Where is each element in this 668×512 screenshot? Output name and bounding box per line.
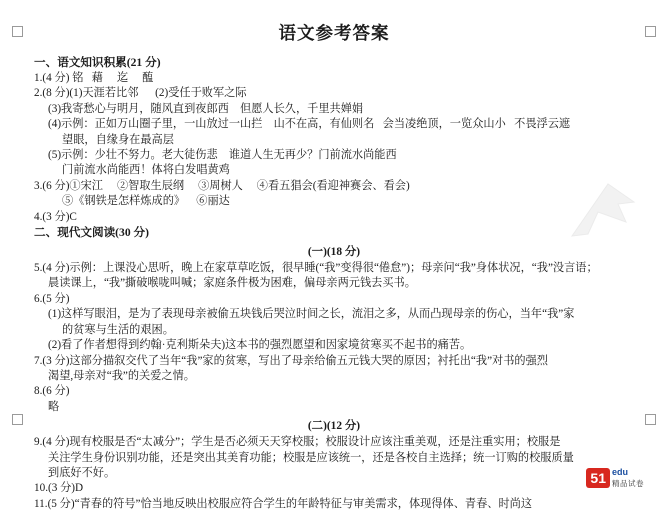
answer-line: 晨读课上，“我”撕破喉咙叫喊；家庭条件极为困难，偏母亲两元钱去买书。 bbox=[48, 277, 416, 290]
answer-line: 1.(4 分) 铭 藉 迄 醢 bbox=[34, 72, 154, 84]
section-heading-2: 二、现代文阅读(30 分) bbox=[34, 226, 149, 240]
answer-line: 2.(8 分)(1)天涯若比邻 (2)受任于败军之际 bbox=[34, 87, 247, 100]
answer-line: 11.(5 分)“青春的符号”恰当地反映出校服应符合学生的年龄特征与审美需求，体现得体、青春、时尚这 bbox=[34, 497, 533, 510]
answer-line: 9.(4 分)现有校服是否“太减分”；学生是否必须天天穿校服；校服设计应该注重美观，还是注重实用；校服是 bbox=[34, 436, 561, 449]
answer-line: 渴望,母亲对“我”的关爱之情。 bbox=[48, 369, 195, 382]
answer-line: (4)示例：正如万山圈子里，一山放过一山拦 山不在高，有仙则名 会当凌绝顶，一览众山小 不畏浮云遮 bbox=[48, 118, 571, 131]
site-logo bbox=[586, 467, 644, 489]
crop-mark-icon-top-right bbox=[645, 26, 656, 37]
answer-line: (5)示例：少壮不努力。老大徒伤悲 谁道人生无再少？门前流水尚能西 bbox=[48, 149, 397, 162]
answer-line: 10.(3 分)D bbox=[34, 482, 84, 495]
answer-line: 到底好不好。 bbox=[48, 466, 116, 479]
logo-tail-sub: 精品试卷 bbox=[612, 479, 644, 488]
logo-tail bbox=[612, 467, 644, 489]
answer-line: 4.(3 分)C bbox=[34, 210, 77, 223]
subsection-label-2: (二)(12 分) bbox=[307, 420, 361, 433]
answer-line: 5.(4 分)示例：上课没心思听，晚上在家草草吃饭，很早睡(“我”变得很“倦怠”)；母亲问“我”身体状况，“我”没言语； bbox=[34, 262, 598, 275]
answer-line: 3.(6 分)①宋江 ②智取生辰纲 ③周树人 ④看五猖会(看迎神赛会、看会) bbox=[34, 179, 410, 192]
answer-line: (1)这样写眼泪，是为了表现母亲被偷五块钱后哭泣时间之长，流泪之多，从而凸现母亲的伤心，当年“我”家 bbox=[48, 308, 575, 321]
logo-badge: 51 bbox=[586, 468, 610, 488]
crop-mark-icon-bottom-right bbox=[645, 414, 656, 425]
answer-line: (2)看了作者想得到约翰·克利斯朵夫)这本书的强烈愿望和因家境贫寒买不起书的痛苦。 bbox=[48, 339, 472, 352]
answer-line: 8.(6 分) bbox=[34, 385, 70, 398]
answer-line: 略 bbox=[48, 400, 60, 413]
answer-line: 门前流水尚能西！体将白发唱黄鸡 bbox=[62, 164, 230, 177]
subsection-label-1: (一)(18 分) bbox=[307, 246, 361, 259]
section-heading-1: 一、语文知识积累(21 分) bbox=[34, 56, 161, 69]
logo-tail-text: edu bbox=[612, 467, 629, 477]
page-title: 语文参考答案 bbox=[278, 23, 390, 43]
crop-mark-icon-top-left bbox=[12, 26, 23, 37]
answer-line: ⑤《钢铁是怎样炼成的》 ⑥丽达 bbox=[62, 195, 230, 208]
answer-line: 7.(3 分)这部分描叙交代了当年“我”家的贫寒，写出了母亲给偷五元钱大哭的原因；衬托出“我”对书的强烈 bbox=[34, 354, 548, 367]
answer-line: (3)我寄愁心与明月，随风直到夜郎西 但愿人长久，千里共婵娟 bbox=[48, 102, 364, 115]
answer-line: 的贫寒与生活的艰困。 bbox=[62, 323, 174, 336]
crop-mark-icon-bottom-left bbox=[12, 414, 23, 425]
answer-line: 6.(5 分) bbox=[34, 292, 70, 305]
answer-line: 望眼，自缘身在最高层 bbox=[62, 133, 174, 146]
answer-line: 关注学生身份识别功能，还是突出其美育功能；校服是应该统一，还是各校自主选择；统一订购的校服质量 bbox=[48, 451, 574, 464]
